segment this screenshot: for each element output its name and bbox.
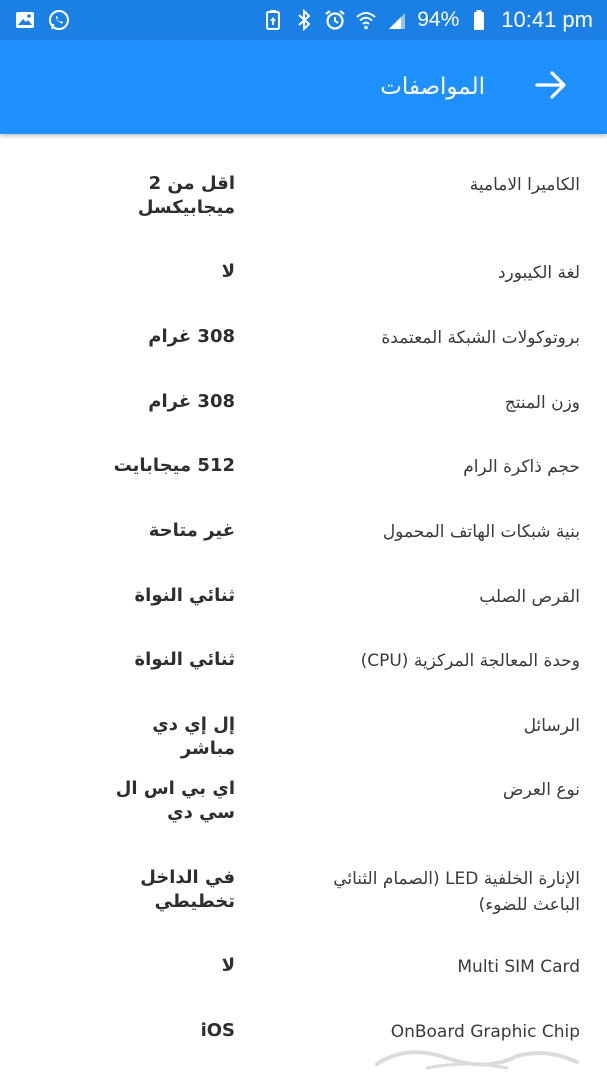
app-bar bbox=[0, 40, 607, 134]
spec-value: 308 غرام bbox=[148, 326, 235, 347]
battery-percent: 94% bbox=[417, 8, 460, 31]
spec-label: Multi SIM Card bbox=[457, 957, 580, 977]
battery-icon bbox=[468, 9, 490, 31]
status-bar-left bbox=[14, 9, 70, 31]
spec-value: 512 ميجابايت bbox=[113, 455, 235, 476]
spec-label: الإنارة الخلفية LED (الصمام الثنائي الباعث للضوء) bbox=[333, 869, 580, 915]
status-bar bbox=[0, 0, 607, 40]
battery-saver-icon bbox=[262, 9, 284, 31]
back-button[interactable] bbox=[527, 63, 575, 111]
spec-label: القرص الصلب bbox=[479, 587, 580, 607]
spec-value: لا bbox=[221, 261, 235, 282]
gallery-icon bbox=[14, 9, 36, 31]
spec-label: وحدة المعالجة المركزية (CPU) bbox=[360, 651, 580, 671]
bluetooth-icon bbox=[293, 9, 315, 31]
spec-value: 308 غرام bbox=[148, 391, 235, 412]
spec-label: بروتوكولات الشبكة المعتمدة bbox=[381, 328, 580, 348]
spec-label: لغة الكيبورد bbox=[497, 263, 580, 283]
arrow-right-icon bbox=[534, 70, 568, 104]
alarm-icon bbox=[324, 9, 346, 31]
spec-value: ثنائي النواة bbox=[134, 585, 235, 606]
spec-label: بنية شبكات الهاتف المحمول bbox=[382, 522, 580, 542]
signal-icon bbox=[386, 9, 408, 31]
spec-label: الكاميرا الامامية bbox=[469, 175, 580, 195]
spec-value: في الداخل تخطيطي bbox=[140, 867, 235, 912]
spec-value: iOS bbox=[200, 1020, 235, 1041]
whatsapp-icon bbox=[48, 9, 70, 31]
spec-value: غير متاحة bbox=[148, 520, 235, 541]
spec-label: الرسائل bbox=[523, 716, 580, 736]
spec-label: OnBoard Graphic Chip bbox=[390, 1022, 580, 1042]
watermark-logo bbox=[367, 1038, 587, 1074]
spec-label: حجم ذاكرة الرام bbox=[463, 457, 580, 477]
spec-value: ثنائي النواة bbox=[134, 649, 235, 670]
spec-value: لا bbox=[221, 955, 235, 976]
specs-list bbox=[0, 134, 607, 1080]
spec-value: اقل من 2 ميجابيكسل bbox=[137, 173, 235, 218]
wifi-icon bbox=[355, 9, 377, 31]
page-title: المواصفات bbox=[380, 74, 485, 100]
spec-value: إل إي دي مباشر bbox=[152, 714, 235, 759]
spec-value: اي بي اس ال سي دي bbox=[115, 778, 235, 823]
clock: 10:41 pm bbox=[501, 7, 593, 32]
spec-label: نوع العرض bbox=[502, 780, 580, 800]
spec-label: وزن المنتج bbox=[504, 393, 580, 413]
status-bar-right bbox=[262, 7, 593, 33]
